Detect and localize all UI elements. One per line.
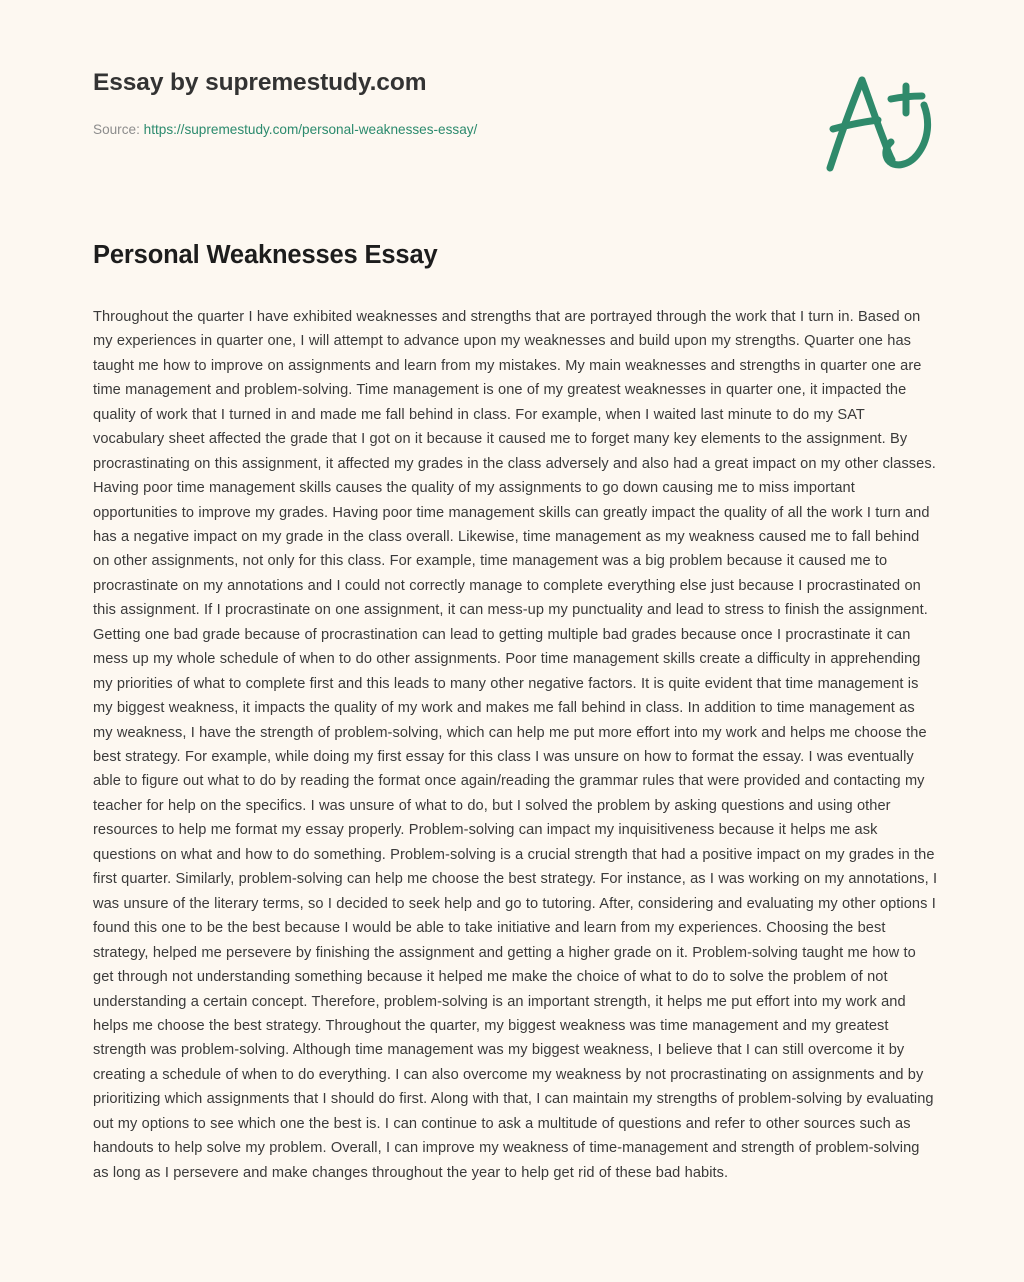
source-line	[93, 121, 477, 139]
source-label: Source:	[93, 122, 140, 137]
essay-article	[93, 240, 938, 1185]
source-url-link[interactable]: https://supremestudy.com/personal-weaknesses-essay/	[143, 122, 478, 137]
page-title: Personal Weaknesses Essay	[93, 241, 438, 269]
page-header	[0, 0, 1024, 200]
a-plus-logo-icon	[812, 72, 952, 176]
essay-body-text: Throughout the quarter I have exhibited weaknesses and strengths that are portrayed through the work that I turn in. Based on my experiences in quarter one, I will attempt to advance upon my weaknesses and build upon my strengths. Quarter one has taught me how to improve on assignments and learn from my mistakes. My main weaknesses and strengths in quarter one are time management and problem-solving. Time management is one of my greatest weaknesses in quarter one, it impacted the quality of work that I turned in and made me fall behind in class. For example, when I waited last minute to do my SAT vocabulary sheet affected the grade that I got on it because it caused me to forget many key elements to the assignment. By procrastinating on this assignment, it affected my grades in the class adversely and also had a great impact on my other classes. Having poor time management skills causes the quality of my assignments to go down causing me to miss important opportunities to improve my grades. Having poor time management skills can greatly impact the quality of all the work I turn and has a negative impact on my grade in the class overall. Likewise, time management as my weakness caused me to fall behind on other assignments, not only for this class. For example, time management was a big problem because it caused me to procrastinate on my annotations and I could not correctly manage to complete everything else just because I procrastinated on this assignment. If I procrastinate on one assignment, it can mess-up my punctuality and lead to stress to finish the assignment. Getting one bad grade because of procrastination can lead to getting multiple bad grades because once I procrastinate it can mess up my whole schedule of when to do other assignments. Poor time management skills create a difficulty in apprehending my priorities of what to complete first and this leads to many other negative factors. It is quite evident that time management is my biggest weakness, it impacts the quality of my work and makes me fall behind in class. In addition to time management as my weakness, I have the strength of problem-solving, which can help me put more effort into my work and helps me choose the best strategy. For example, while doing my first essay for this class I was unsure on how to format the essay. I was eventually able to figure out what to do by reading the format once again/reading the grammar rules that were provided and contacting my teacher for help on the specifics. I was unsure of what to do, but I solved the problem by asking questions and using other resources to help me format my essay properly. Problem-solving can impact my inquisitiveness because it helps me ask questions on what and how to do something. Problem-solving is a crucial strength that had a positive impact on my grades in the first quarter. Similarly, problem-solving can help me choose the best strategy. For instance, as I was working on my annotations, I was unsure of the literary terms, so I decided to seek help and go to tutoring. After, considering and evaluating my other options I found this one to be the best because I would be able to take initiative and learn from my experiences. Choosing the best strategy, helped me persevere by finishing the assignment and getting a higher grade on it. Problem-solving taught me how to get through not understanding something because it helped me make the choice of what to do to solve the problem of not understanding a certain concept. Therefore, problem-solving is an important strength, it helps me put effort into my work and helps me choose the best strategy. Throughout the quarter, my biggest weakness was time management and my greatest strength was problem-solving. Although time management was my biggest weakness, I believe that I can still overcome it by creating a schedule of when to do everything. I can also overcome my weakness by not procrastinating on assignments and by prioritizing which assignments that I should do first. Along with that, I can maintain my strengths of problem-solving by evaluating out my options to see which one the best is. I can continue to ask a multitude of questions and refer to other sources such as handouts to help solve my problem. Overall, I can improve my weakness of time-management and strength of problem-solving as long as I persevere and make changes throughout the year to help get rid of these bad habits.	[93, 308, 938, 1181]
brand-title: Essay by supremestudy.com	[93, 69, 427, 96]
